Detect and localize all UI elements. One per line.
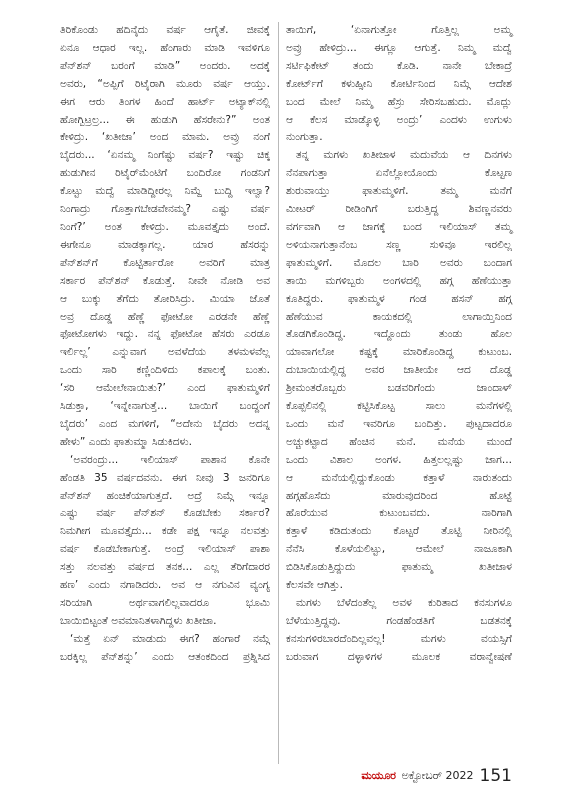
text-line: ಈಗೇನೂ ಮಾಡಕ್ಕಾಗಲ್ಲ. ಯಾರ ಹೆಸರನ್ನು <box>60 238 270 251</box>
text-line: ಸರಿಯಾಗಿ ಅರ್ಥವಾಗಲಿಲ್ಲವಾದರೂ ಭೂಮಿ <box>60 597 270 609</box>
paragraph-start-line: ‘ಮತ್ತೆ ಏನ್ ಮಾಡುದು ಈಗ? ಹಂಗಾರೆ ನಮ್ಗೆ <box>70 632 270 645</box>
text-line: ಸಿಡುಕ್ತಾ, ‘ಇನ್ನೇನಾಗುತ್ತೆ... ಬಾಯಿಗೆ ಬಂದ್ದಂಗೆ <box>60 400 270 413</box>
text-line: ಶುರುವಾಯ್ತು ಫಾತುಮ್ಮಳಿಗೆ. ತಮ್ಮ ಮನೆಗೆ <box>286 185 512 198</box>
text-line: ಏನೂ ಆಧಾರ ಇಲ್ಲ. ಹೆಂಗಾರು ಮಾಡಿ ಇವಳಿಗೂ <box>60 41 270 54</box>
text-line: ತಾಯಿ ಮಗಳಿಬ್ಬರು ಅಂಗಳದಲ್ಲಿ ಹಗ್ಗ ಹೆಣೆಯುತ್ತಾ <box>286 274 512 287</box>
text-line: ಪೆನ್‌ಶನ್‌ಗೆ ಕೊಟ್ಟಿರ್ತಾರೋ ಅವರಿಗೆ ಮಾತ್ರ <box>60 256 270 269</box>
text-line: ನೆನಪಾಗುತ್ತಾ ಏನೆಲ್ಲೋಯೊಂದು ಕೊಟ್ಟಣ <box>286 167 512 180</box>
text-line: ಬೈದರು... ‘ಏನಮ್ಮ ನಿಂಗೆಷ್ಟು ವರ್ಷ? ಇಷ್ಟು ಚಿಕ್ಕ <box>60 149 270 162</box>
text-line: ಹಗ್ಗಹೊಸೆದು ಮಾರುವುದರಿಂದ ಹೊಟ್ಟೆ <box>286 489 512 502</box>
text-line: ಅವ್ರ ದೊಡ್ಡ ಹೆಣ್ಣೆ ಫೋಟೋ ಎರಡನೇ ಹೆಣ್ಣೆ <box>60 310 270 323</box>
paragraph-start-line: ‘ಅವರಂದ್ರು... ಇಲಿಯಾಸ್ ಪಾಶಾನ ಕೊನೇ <box>70 453 270 466</box>
text-line: ಆ ಕೆಲಸ ಮಾಡ್ಕೊಳ್ಳಿ ಅಂದ್ರು’ ಎಂದಳು ಉಗುಳು <box>286 113 512 126</box>
text-line: ಹಣ’ ಎಂದು ನಗಾಡಿದರು. ಅವ ಆ ನಗುವಿನ ವ್ಯಂಗ್ಯ <box>60 579 270 592</box>
text-line: ನಿಂಗೆ?’ ಅಂತ ಕೇಳಿದ್ರು. ಮೂವತ್ತೈದು ಅಂದೆ. <box>60 220 270 233</box>
paragraph-start-line: ಮಗಳು ಬೆಳೆದಂತೆಲ್ಲ ಅವಳ ಕುರಿತಾದ ಕನಸುಗಳೂ <box>296 597 512 609</box>
text-line: ಕೆಲಸವೇ ಆಗಿತ್ತು. <box>286 579 344 592</box>
text-line: ಬರಕ್ಕಿಲ್ಲ ಪೆನ್‌ಶನ್ನು’ ಎಂದು ಆತಂಕದಿಂದ ಪ್ರಶ್ನಿಸಿದ <box>60 650 270 663</box>
page-number: 151 <box>479 766 512 786</box>
text-line: ನೆನೆಸಿ ಕೊಳೆಯಲಿಟ್ಟು, ಆಮೇಲೆ ನಾಜೂಕಾಗಿ <box>286 543 512 556</box>
text-line: ಹೊರೆಯುವ ಕುಟುಂಬವದು. ನಾರಿಗಾಗಿ <box>286 507 512 520</box>
text-line: ಹೆಂಡತಿ 35 ವರ್ಷದವನು. ಈಗ ನೀವು 3 ಜನರಿಗೂ <box>60 471 270 484</box>
text-line: ಅಚ್ಚುಕಟ್ಟಾದ ಹೆಂಚಿನ ಮನೆ. ಮನೆಯ ಮುಂದೆ <box>286 435 512 448</box>
text-line: ಹೆಣೆಯುವ ಕಾಯಕದಲ್ಲಿ ಲಾಗಾಯ್ತಿನಿಂದ <box>286 310 512 323</box>
text-line: ಪೆನ್‌ಶನ್ ಹಂಚಿಕೆಯಾಗುತ್ತದೆ. ಅದ್ರೆ ನಿಮ್ಗೆ ಇನ್ನೂ <box>60 489 270 502</box>
text-line: ಯಾವಾಗಲೋ ಕಷ್ಟಕ್ಕೆ ಮಾರಿಕೊಂಡಿದ್ದ ಕುಟುಂಬ. <box>286 346 512 359</box>
text-line: ‘ಸರಿ ಆಮೇಲೇನಾಯಿತು?’ ಎಂದ ಫಾತುಮ್ಮಳಿಗೆ <box>60 382 270 395</box>
left-column <box>60 22 270 667</box>
text-line: ಫೋಟೋಗಳು ಇದ್ದು. ನನ್ನ ಫೋಟೋ ಹೆಸರು ಎರಡೂ <box>60 328 270 341</box>
text-line: ತಿರಿಕೊಂಡು ಹದಿನೈದು ವರ್ಷ ಆಗೈತೆ. ಜೀವಕ್ಕೆ <box>60 24 270 36</box>
text-line: ಸತ್ತು ನಲವತ್ತು ವರ್ಷದ ತನಕ... ಎಲ್ಲ ತೆರಿಗೆದಾರರ <box>60 561 270 574</box>
column-divider <box>278 22 279 764</box>
text-line: ಹೇಳು” ಎಂದು ಫಾತುಮ್ಮಾ ಸಿಡುಕಿದಳು. <box>60 435 193 448</box>
text-line: ಕೊಪ್ಪಲಿನಲ್ಲಿ ಕಟ್ಟಿಸಿಕೊಟ್ಟ ಸಾಲು ಮನೆಗಳಲ್ಲಿ <box>286 400 512 413</box>
text-line: ಒಂದು ಮನೆ ಇವರಿಗೂ ಬಂದಿತ್ತು. ಪುಟ್ಟದಾದರೂ <box>286 417 512 430</box>
text-line: ತೊಡಗಿಕೊಂಡಿದ್ದ. ಇದ್ದೊಂದು ತುಂಡು ಹೊಲ <box>286 328 512 341</box>
text-line: ಬೆಳೆಯುತ್ತಿದ್ದವು. ಗಂಡಹೆಂಡತಿಗೆ ಬಡತನಕ್ಕೆ <box>286 614 512 627</box>
text-line: ಕೇಳಿದ್ರು. ‘ಖತೀಜಾ’ ಅಂದ ಮಾಮ. ಅವ್ರು ನಂಗೆ <box>60 131 270 144</box>
page-footer <box>361 765 512 787</box>
text-line: ನುಂಗುತ್ತಾ. <box>286 131 323 144</box>
text-line: ಫಾತುಮ್ಮಳಿಗೆ. ಮೊದಲ ಬಾರಿ ಅವರು ಬಂದಾಗ <box>286 256 512 269</box>
text-line: ನಿಂಗಾದ್ರು ಗೊತ್ತಾಗಬೇಡವೇನಮ್ಮ? ಎಷ್ಟು ವರ್ಷ <box>60 203 270 216</box>
text-line: ಎಷ್ಟು ವರ್ಷ ಪೆನ್‌ಶನ್ ಕೊಡಬೇಕು ಸರ್ಕಾರ? <box>60 507 270 520</box>
issue-date: ಅಕ್ಟೋಬರ್ 2022 <box>401 769 474 782</box>
text-line: ಹೋಗ್ಬಿಟ್ರಲ್ರ... ಈ ಹುಡುಗಿ ಹೆಸರೇನು?” ಅಂತ <box>60 113 270 126</box>
text-line: ಮೀಟರ್ ರೀಡಿಂಗಿಗೆ ಬರುತ್ತಿದ್ದ ಶಿವಣ್ಣನವರು <box>286 203 512 216</box>
text-line: ಬೈದರು’ ಎಂದ ಮಗಳಿಗೆ, “ಅದೇನು ಬೈದರು ಅದನ್ನ <box>60 417 270 430</box>
text-line: ಬಂದ ಮೇಲೆ ನಿಮ್ಮ ಹೆಸ್ರು ಸೇರಿಸಬಹುದು. ಮೊದ್ಲು <box>286 95 512 108</box>
text-line: ತಾಯಿಗೆ, ‘ಏನಾಗುತ್ತೋ ಗೊತ್ತಿಲ್ಲ ಅಮ್ಮ <box>286 24 512 36</box>
text-line: ಶ್ರೀಮಂತರೊಬ್ಬರು ಬಡವರಿಗೆಂದು ಜಾಂದಾಳ್ <box>286 382 512 395</box>
text-line: ಅವ್ರು ಹೇಳಿದ್ರು... ಈಗ್ಲೂ ಆಗುತ್ತೆ. ನಿಮ್ಮ ಮದ್ವೆ <box>286 41 512 54</box>
text-line: ಕೂತಿದ್ದರು. ಫಾತುಮ್ಮಳ ಗಂಡ ಹಸನ್ ಹಗ್ಗ <box>286 292 512 305</box>
text-line: ನಿಮಗೀಗ ಮೂವತ್ತೈದು... ಕಡೇ ಪಕ್ಷ ಇನ್ನೂ ನಲವತ್ತು <box>60 525 270 538</box>
text-line: ಅವರು, “ಅಪ್ಪಿಗೆ ರಿಟೈರಾಗಿ ಮೂರು ವರ್ಷ ಆಯ್ತು. <box>60 77 270 90</box>
text-line: ಆ ಬುಕ್ಕು ತೆಗೆದು ತೋರಿಸಿದ್ರು. ಮಿಯಾ ಜೊತೆ <box>60 292 270 305</box>
text-line: ಈಗ ಆರು ತಿಂಗಳ ಹಿಂದೆ ಹಾರ್ಟ್ ಅಟ್ಯಾಕ್‌ನಲ್ಲಿ <box>60 95 270 108</box>
text-line: ವರ್ಗವಾಗಿ ಆ ಜಾಗಕ್ಕೆ ಬಂದ ಇಲಿಯಾಸ್ ತಮ್ಮ <box>286 220 512 233</box>
text-line: ಕತ್ತಾಳೆ ಕಡಿದುತಂದು ಕೊಟ್ಟರೆ ತೊಟ್ಟಿ ನೀರಿನಲ್ಲಿ <box>286 525 512 538</box>
article-page <box>60 22 512 760</box>
text-line: ಬಾಯಿಬಿಟ್ಟಂತೆ ಅವಮಾನಿತಳಾಗಿದ್ದಳು ಖತೀಜಾ. <box>60 614 217 627</box>
text-line: ಅಳಿಯನಾಗುತ್ತಾನೆಂಬ ಸಣ್ಣ ಸುಳಿವೂ ಇರಲಿಲ್ಲ <box>286 238 512 251</box>
text-line: ಸರ್ಕಾರ ಪೆನ್‌ಶನ್ ಕೊಡುತ್ತೆ. ನೀವೇ ನೋಡಿ ಅವ <box>60 274 270 287</box>
text-line: ದುಬಾಯಿಯಲ್ಲಿದ್ದ ಅವರ ಜಾತೀಯೇ ಆದ ದೊಡ್ಡ <box>286 364 512 377</box>
text-line: ಸರ್ಟಿಫಿಕೇಟ್ ತಂದು ಕೊಡಿ. ನಾನೇ ಬೇಕಾದ್ರೆ <box>286 59 512 72</box>
text-line: ಆ ಮನೆಯಲ್ಲಿದ್ದುಕೊಂಡು ಕತ್ತಾಳೆ ನಾರುತಂದು <box>286 471 512 484</box>
text-line: ಕನಸುಗಳಿರಬಾರದೆಂದಿಲ್ಲವಲ್ಲ! ಮಗಳು ವಯಸ್ಸಿಗೆ <box>286 632 512 645</box>
right-column <box>286 22 512 667</box>
text-line: ಇರ್ಲಿಲ್ಲ’ ಎನ್ನುವಾಗ ಅವಳೆದೆಯ ತಳಮಳವೆಲ್ಲ <box>60 346 270 359</box>
text-line: ಹುಡುಗೀನ ರಿಟೈರ್‌ಮೆಂಟಿಗೆ ಬಂದಿರೋ ಗಂಡನಿಗೆ <box>60 167 270 180</box>
magazine-logo: ಮಯೂರ <box>361 769 396 782</box>
text-line: ಪೆನ್‌ಶನ್ ಬರಂಗೆ ಮಾಡಿ” ಅಂದರು. ಅದಕ್ಕೆ <box>60 59 270 72</box>
text-line: ಬಿಡಿಸಿಕೊಡುತ್ತಿದ್ದುದು ಫಾತುಮ್ಮ ಖತೀಜಾಳ <box>286 561 512 574</box>
text-line: ಒಂದು ವಿಶಾಲ ಅಂಗಳ. ಹಿತ್ತಲಲ್ಲಷ್ಟು ಜಾಗ... <box>286 453 512 466</box>
text-line: ವರ್ಷ ಕೊಡಬೇಕಾಗುತ್ತೆ. ಅಂದ್ರೆ ಇಲಿಯಾಸ್ ಪಾಶಾ <box>60 543 270 556</box>
text-line: ಕೊಟ್ಟು ಮದ್ವೆ ಮಾಡಿದ್ದೀರಲ್ಲ ನಿಮ್ದೆ ಬುದ್ದಿ ಇಲ್ವಾ? <box>60 185 270 198</box>
text-line: ಕೋರ್ಟ್‌ಗೆ ಕಳುಹ್ಸೀನಿ ಕೋರ್ಟಿನಿಂದ ನಿಮ್ಗೆ ಆದೇಶ <box>286 77 512 90</box>
paragraph-start-line: ತನ್ನ ಮಗಳು ಖತೀಜಾಳ ಮದುವೆಯ ಆ ದಿನಗಳು <box>296 149 512 162</box>
text-line: ಬರುವಾಗ ದಳ್ಳಾಳಿಗಳ ಮೂಲಕ ವರಾನ್ವೇಷಣೆ <box>286 650 512 663</box>
text-line: ಒಂದು ಸಾರಿ ಕಣ್ಣಿಂದಿಳಿದು ಕಪಾಲಕ್ಕೆ ಬಂತು. <box>60 364 270 377</box>
